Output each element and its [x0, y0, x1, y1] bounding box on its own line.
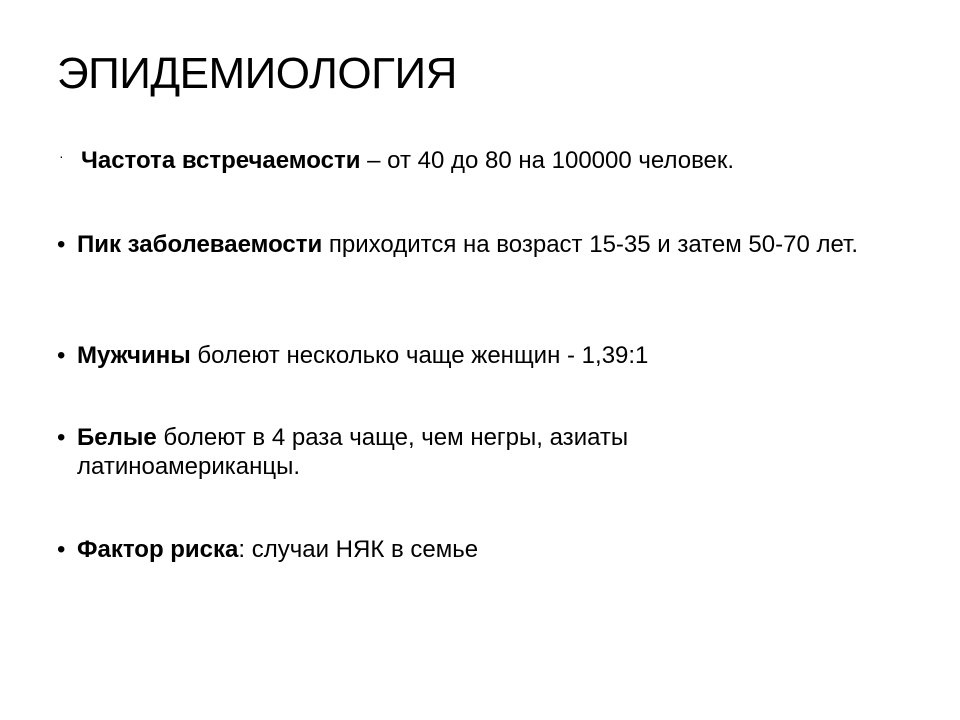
list-item-text	[77, 230, 877, 259]
slide-title: ЭПИДЕМИОЛОГИЯ	[57, 49, 457, 98]
list-item-bold: Мужчины	[77, 342, 191, 369]
list-item-bold: Фактор риска	[77, 536, 239, 563]
list-item-text	[81, 146, 901, 175]
list-item-text	[77, 341, 897, 370]
list-item-rest: : случаи НЯК в семье	[238, 536, 479, 563]
list-item-rest: болеют в 4 раза чаще, чем негры, азиаты латиноамериканцы.	[77, 424, 629, 480]
list-item-bold: Частота встречаемости	[81, 147, 361, 174]
bullet-dot-icon: •	[57, 342, 66, 369]
bullet-dot-icon: •	[57, 536, 66, 563]
list-item-rest: болеют несколько чаще женщин - 1,39:1	[190, 342, 649, 369]
list-item-rest: – от 40 до 80 на 100000 человек.	[360, 147, 735, 174]
list-item-text	[77, 423, 777, 481]
bullet-dot-icon: •	[57, 231, 66, 258]
bullet-dot-icon: •	[57, 424, 66, 451]
list-item-rest: приходится на возраст 15-35 и затем 50-70 лет.	[322, 231, 859, 258]
list-item-bold: Пик заболеваемости	[77, 231, 323, 258]
list-item-text	[77, 535, 897, 564]
bullet-dot-icon: ·	[59, 148, 64, 164]
list-item-bold: Белые	[77, 424, 157, 451]
